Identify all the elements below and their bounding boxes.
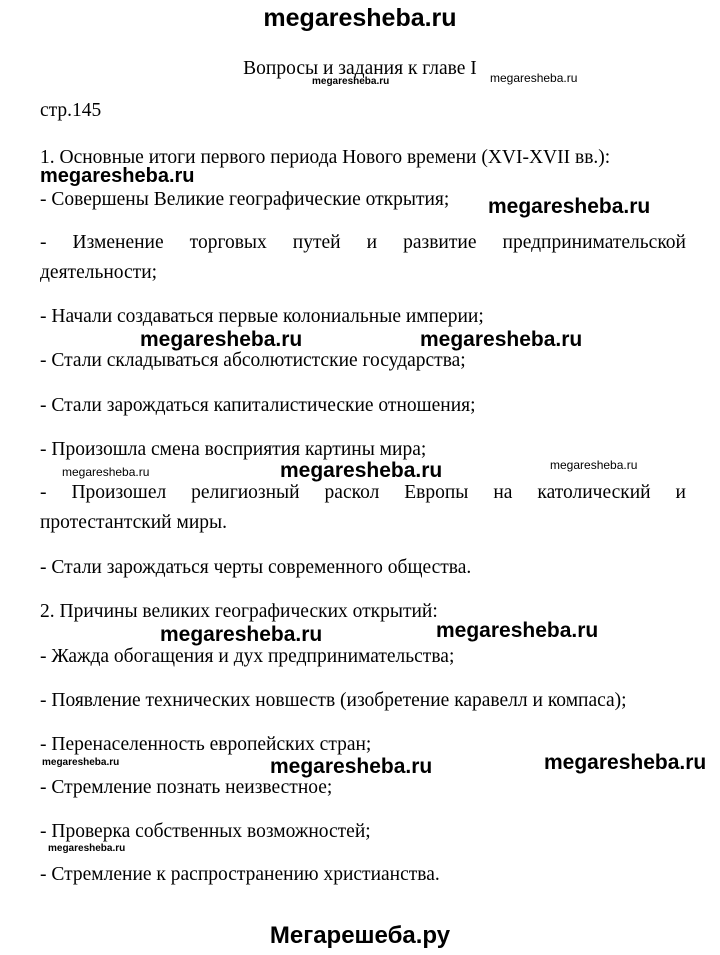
watermark: megaresheba.ru: [42, 757, 120, 768]
watermark: megaresheba.ru: [420, 328, 583, 351]
list-item: - Стали зарождаться черты современного общества.: [40, 557, 472, 578]
list-item: - Стремление познать неизвестное;: [40, 777, 333, 798]
list-item: - Произошел религиозный раскол Европы на католический и: [40, 482, 686, 503]
site-footer: Мегарешеба.ру: [269, 922, 451, 949]
question-1-heading: 1. Основные итоги первого периода Нового времени (XVI-XVII вв.):: [40, 147, 611, 168]
watermark: megaresheba.ru: [550, 458, 638, 472]
site-header: megaresheba.ru: [263, 4, 457, 32]
watermark: megaresheba.ru: [140, 328, 303, 351]
page-title: Вопросы и задания к главе I: [243, 58, 477, 79]
list-item: - Перенаселенность европейских стран;: [40, 734, 372, 755]
list-item: - Произошла смена восприятия картины мира;: [40, 439, 427, 460]
watermark: megaresheba.ru: [160, 623, 323, 646]
list-item: - Появление технических новшеств (изобретение каравелл и компаса);: [40, 690, 627, 711]
watermark: megaresheba.ru: [40, 165, 195, 187]
watermark: megaresheba.ru: [436, 619, 599, 642]
list-item-continuation: деятельности;: [40, 262, 158, 283]
list-item: - Совершены Великие географические открытия;: [40, 189, 450, 210]
question-2-heading: 2. Причины великих географических открытий:: [40, 601, 438, 622]
list-item: - Изменение торговых путей и развитие предпринимательской: [40, 232, 686, 253]
watermark: megaresheba.ru: [544, 751, 707, 774]
watermark: megaresheba.ru: [490, 71, 578, 85]
watermark: megaresheba.ru: [280, 459, 443, 482]
list-item: - Стремление к распространению христианства.: [40, 864, 440, 885]
list-item: - Стали складываться абсолютистские государства;: [40, 350, 466, 371]
list-item: - Стали зарождаться капиталистические отношения;: [40, 395, 476, 416]
watermark: megaresheba.ru: [48, 843, 126, 854]
list-item: - Жажда обогащения и дух предпринимательства;: [40, 646, 455, 667]
page-reference: стр.145: [40, 100, 102, 121]
watermark: megaresheba.ru: [312, 76, 390, 87]
watermark: megaresheba.ru: [488, 195, 651, 218]
list-item-continuation: протестантский миры.: [40, 512, 227, 533]
watermark: megaresheba.ru: [270, 755, 433, 778]
watermark: megaresheba.ru: [62, 465, 150, 479]
list-item: - Начали создаваться первые колониальные империи;: [40, 306, 484, 327]
list-item: - Проверка собственных возможностей;: [40, 821, 371, 842]
